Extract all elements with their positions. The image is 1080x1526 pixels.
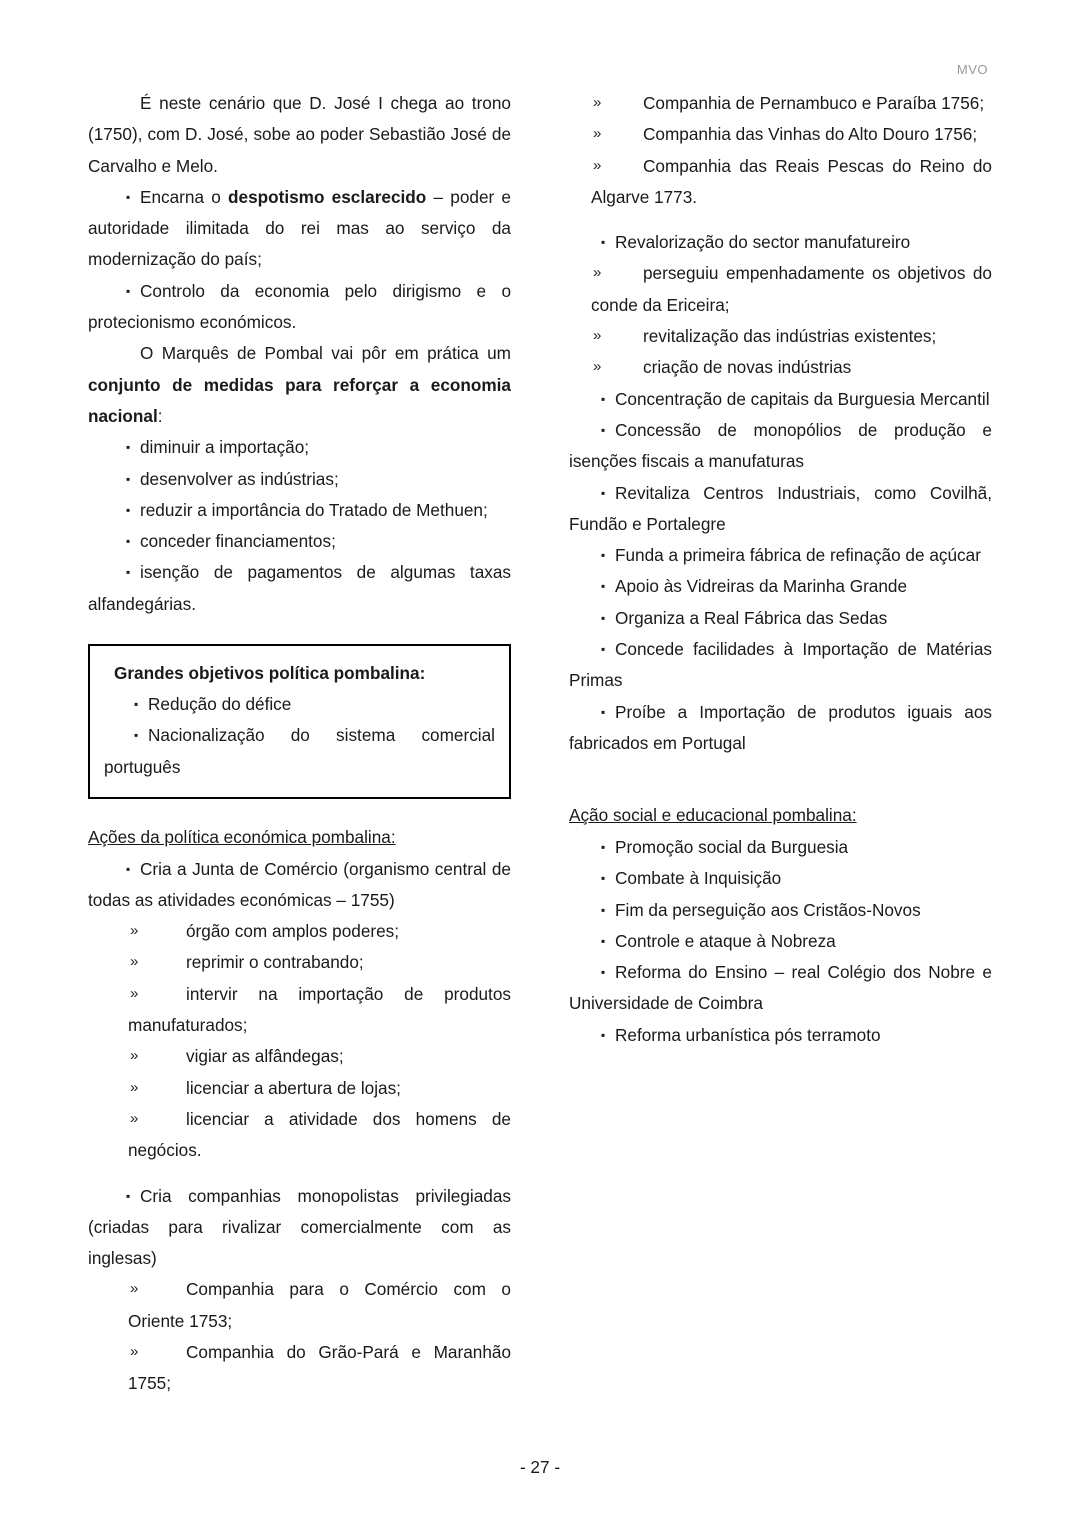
bullet-list-companies <box>88 1181 511 1275</box>
list-item: ▪ Revitaliza Centros Industriais, como Covilhã, Fundão e Portalegre <box>569 478 992 541</box>
list-item: » revitalização das indústrias existentes; <box>569 321 992 352</box>
list-item: » vigiar as alfândegas; <box>88 1041 511 1072</box>
list-item: ▪ Funda a primeira fábrica de refinação de açúcar <box>569 540 992 571</box>
list-item: ▪ Proíbe a Importação de produtos iguais aos fabricados em Portugal <box>569 697 992 760</box>
two-column-body <box>88 88 992 1400</box>
list-item: » Companhia para o Comércio com o Oriente 1753; <box>88 1274 511 1337</box>
sub-bullet-list-companies-continued <box>569 88 992 213</box>
left-column <box>88 88 511 1400</box>
paragraph-text-bold: conjunto de medidas para reforçar a economia nacional <box>88 374 511 426</box>
callout-box-objectives <box>88 644 511 799</box>
list-item: » Companhia das Reais Pescas do Reino do Algarve 1773. <box>569 151 992 214</box>
list-item: ▪ Reforma urbanística pós terramoto <box>569 1020 992 1051</box>
list-item: ▪ Controlo da economia pelo dirigismo e o protecionismo económicos. <box>88 276 511 339</box>
paragraph-pombal-measures <box>88 338 511 432</box>
page-header-mark: MVO <box>956 62 988 77</box>
list-item: ▪ Concede facilidades à Importação de Matérias Primas <box>569 634 992 697</box>
list-item: » intervir na importação de produtos manufaturados; <box>88 979 511 1042</box>
list-item: ▪ Cria a Junta de Comércio (organismo central de todas as atividades económicas – 1755) <box>88 854 511 917</box>
list-item: ▪ Combate à Inquisição <box>569 863 992 894</box>
spacer <box>88 1167 511 1181</box>
section-heading-actions: Ações da política económica pombalina: <box>88 826 396 847</box>
list-item: » Companhia do Grão-Pará e Maranhão 1755; <box>88 1337 511 1400</box>
bullet-list-despotism <box>88 182 511 338</box>
list-item <box>88 182 511 276</box>
list-item: ▪ Reforma do Ensino – real Colégio dos Nobre e Universidade de Coimbra <box>569 957 992 1020</box>
right-column <box>569 88 992 1400</box>
list-item: ▪ diminuir a importação; <box>88 432 511 463</box>
sub-bullet-list-junta-powers <box>88 916 511 1166</box>
list-item: ▪ reduzir a importância do Tratado de Methuen; <box>88 495 511 526</box>
list-item: ▪ Controle e ataque à Nobreza <box>569 926 992 957</box>
list-item: » licenciar a atividade dos homens de negócios. <box>88 1104 511 1167</box>
list-item: ▪ desenvolver as indústrias; <box>88 464 511 495</box>
list-item: » licenciar a abertura de lojas; <box>88 1073 511 1104</box>
bullet-list-manufacturing <box>569 227 992 258</box>
list-item: ▪ Organiza a Real Fábrica das Sedas <box>569 603 992 634</box>
list-item: ▪ Fim da perseguição aos Cristãos-Novos <box>569 895 992 926</box>
list-item: » Companhia das Vinhas do Alto Douro 1756; <box>569 119 992 150</box>
list-item: ▪ isenção de pagamentos de algumas taxas alfandegárias. <box>88 557 511 620</box>
list-item: ▪ Concessão de monopólios de produção e isenções fiscais a manufaturas <box>569 415 992 478</box>
list-item: ▪ Concentração de capitais da Burguesia Mercantil <box>569 384 992 415</box>
list-item: ▪ Promoção social da Burguesia <box>569 832 992 863</box>
bullet-list-social <box>569 832 992 1051</box>
list-item: » órgão com amplos poderes; <box>88 916 511 947</box>
list-item: ▪ Apoio às Vidreiras da Marinha Grande <box>569 571 992 602</box>
list-item: » reprimir o contrabando; <box>88 947 511 978</box>
spacer <box>569 759 992 785</box>
bullet-text-pre: Encarna o <box>140 186 229 207</box>
callout-box-list <box>104 689 495 783</box>
paragraph-intro: É neste cenário que D. José I chega ao trono (1750), com D. José, sobe ao poder Sebastião José de Carvalho e Melo. <box>88 93 511 176</box>
section-heading-social: Ação social e educacional pombalina: <box>569 805 857 826</box>
list-item: ▪ Redução do défice <box>104 689 495 720</box>
bullet-list-measures <box>88 432 511 620</box>
list-item: ▪ Revalorização do sector manufatureiro <box>569 227 992 258</box>
list-item: » criação de novas indústrias <box>569 352 992 383</box>
spacer <box>569 213 992 227</box>
list-item: ▪ conceder financiamentos; <box>88 526 511 557</box>
bullet-text-post: – poder e autoridade ilimitada do rei mas ao serviço da modernização do país; <box>88 186 511 270</box>
paragraph-text-post: : <box>157 405 163 426</box>
bullet-text-bold: despotismo esclarecido <box>228 186 427 207</box>
paragraph-text-pre: O Marquês de Pombal vai pôr em prática um <box>140 343 511 364</box>
sub-bullet-list-companies <box>88 1274 511 1399</box>
page-footer: - 27 - <box>519 1457 561 1477</box>
callout-box-title: Grandes objetivos política pombalina: <box>114 663 426 684</box>
list-item: ▪ Nacionalização do sistema comercial português <box>104 720 495 783</box>
list-item: ▪ Cria companhias monopolistas privilegiadas (criadas para rivalizar comercialmente com as inglesas) <box>88 1181 511 1275</box>
sub-bullet-list-manufacturing <box>569 258 992 383</box>
list-item: » Companhia de Pernambuco e Paraíba 1756; <box>569 88 992 119</box>
list-item: » perseguiu empenhadamente os objetivos do conde da Ericeira; <box>569 258 992 321</box>
bullet-list-economic-measures <box>569 384 992 760</box>
bullet-list-junta <box>88 854 511 917</box>
